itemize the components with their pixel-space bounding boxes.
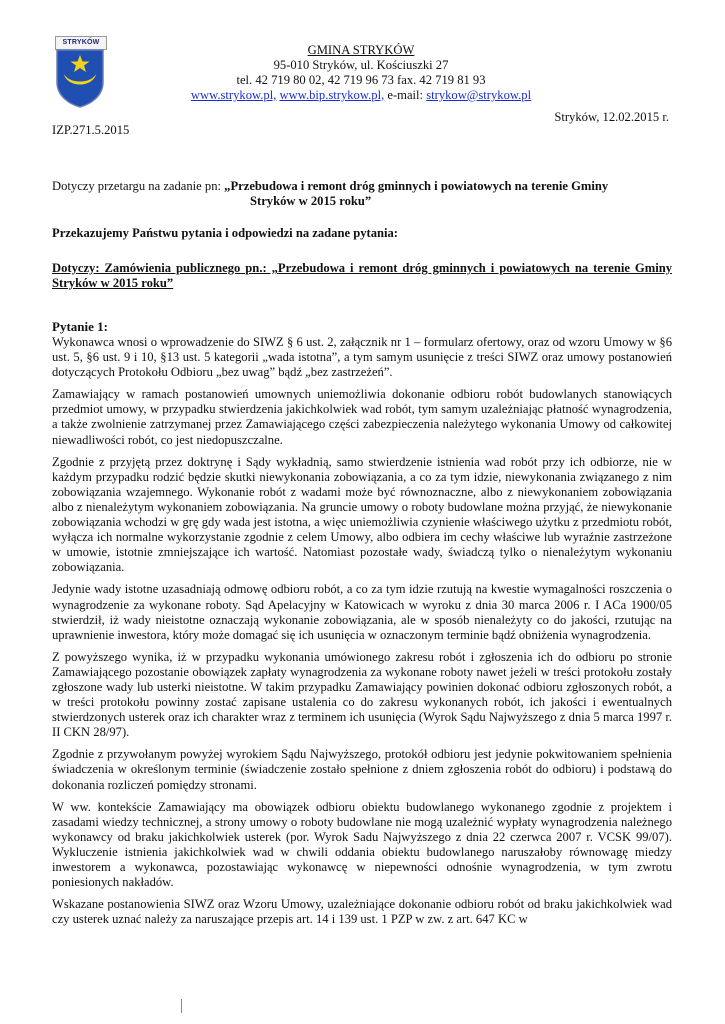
coat-of-arms	[49, 36, 111, 108]
bip-website-link[interactable]: www.bip.strykow.pl,	[279, 88, 385, 102]
paragraph: Wykonawca wnosi o wprowadzenie do SIWZ § 6 ust. 2, załącznik nr 1 – formularz ofertowy, oraz od wzoru Umowy w §6 ust. 5, §6 ust. 9 i 10, §13 ust. 5 kategorii „wada istotna”, a tym samym usunięcie z treści SIWZ oraz umowy postanowień dotyczących Protokołu Odbioru „bez uwag” bądź „bez zastrzeżeń”.	[52, 335, 672, 380]
paragraph: Z powyższego wynika, iż w przypadku wykonania umówionego zakresu robót i zgłoszenia ich do odbioru po stronie Zamawiającego pozostanie obowiązek zapłaty wynagrodzenia za wykonane roboty nawet jeżeli w treści protokołu zostały zgłoszone wady lub usterki nieistotne. W takim przypadku Zamawiający powinien dokonać odbioru zgłoszonych robót, a w treści protokołu powinny zostać zapisane ustalenia co do zakresu wykonanych robót, ich jakości i ewentualnych stwierdzonych usterek oraz ich charakter wraz z terminem ich usunięcia (Wyrok Sądu Najwyższego z dnia 5 marca 1997 r. II CKN 28/97).	[52, 649, 672, 740]
tender-subject-lead: Dotyczy przetargu na zadanie pn:	[52, 179, 222, 193]
organization-name: GMINA STRYKÓW	[307, 43, 415, 57]
tender-subject	[52, 179, 672, 209]
paragraph: Jedynie wady istotne uzasadniają odmowę odbioru robót, a co za tym idzie rzutują na kwestie wymagalności roszczenia o wynagrodzenie za wykonane roboty. Sąd Apelacyjny w Katowicach w wyroku z dnia 30 marca 2006 r. I ACa 1900/05 stwierdził, iż wady nieistotne oznaczają wykonanie zobowiązania, ale w sposób nienależyty co do jakości, rzutując na uprawnienie inwestora, który może domagać się ich usunięcia w oznaczonym terminie bądź obniżenia wynagrodzenia.	[52, 582, 672, 642]
tender-title-line-2: Stryków w 2015 roku”	[250, 194, 372, 208]
website-link[interactable]: www.strykow.pl,	[190, 88, 277, 102]
organization-phones: tel. 42 719 80 02, 42 719 96 73 fax. 42 719 81 93	[236, 73, 486, 87]
document-reference: IZP.271.5.2015	[52, 123, 130, 137]
tender-title-line-1: „Przebudowa i remont dróg gminnych i powiatowych na terenie Gminy	[224, 179, 609, 193]
paragraph: Zamawiający w ramach postanowień umownych uniemożliwia dokonanie odbioru robót budowlanych stanowiących przedmiot umowy, w przypadku stwierdzenia jakichkolwiek wad robót, tym samym uzależniając płatność wynagrodzenia, a także zwolnienie zatrzymanej przez Zamawiającego części zabezpieczenia należytego wykonania Umowy od całkowitej niewadliwości robót, co jest niedopuszczalne.	[52, 387, 672, 447]
paragraph: Zgodnie z przyjętą przez doktrynę i Sądy wykładnią, samo stwierdzenie istnienia wad robót przy ich odbiorze, nie w każdym przypadku rodzić będzie skutki niewykonania zobowiązania, a co za tym idzie, niewykonania związanego z nim zobowiązania wzajemnego. Wykonanie robót z wadami może być równoznaczne, albo z niewykonaniem zobowiązania albo z nienależytym wykonaniem zobowiązania. Na gruncie umowy o roboty budowlane można przyjąć, że niewykonanie zobowiązania wchodzi w grę gdy wada jest istotna, a więc uniemożliwia czynienie właściwego użytku z przedmiotu robót, wyłącza ich normalne wykorzystanie zgodnie z celem Umowy, albo odbiera im cechy właściwe lub wyraźnie zastrzeżone w umowie, istotnie zmniejszające ich wartość. Natomiast pozostałe wady, świadczą tylko o nienależytym wykonaniu zobowiązania.	[52, 454, 672, 575]
organization-address: 95-010 Stryków, ul. Kościuszki 27	[273, 58, 449, 72]
letterhead	[130, 43, 592, 103]
crest-label: STRYKÓW	[55, 36, 107, 50]
question-body	[52, 335, 672, 934]
document-date: Stryków, 12.02.2015 r.	[554, 110, 669, 124]
organization-contacts	[130, 88, 592, 103]
intro-heading: Przekazujemy Państwu pytania i odpowiedzi na zadane pytania:	[52, 226, 398, 240]
email-label: e-mail:	[387, 88, 424, 102]
order-subject: Dotyczy: Zamówienia publicznego pn.: „Przebudowa i remont dróg gminnych i powiatowych na terenie Gminy Stryków w 2015 roku”	[52, 261, 672, 290]
footer-divider	[181, 999, 182, 1013]
paragraph: W ww. kontekście Zamawiający ma obowiązek odbioru obiektu budowlanego wykonanego zgodnie z projektem i zasadami wiedzy technicznej, a strony umowy o roboty budowlane nie mogą uzależnić wypłaty wynagrodzenia należnego wykonawcy od braku jakichkolwiek usterek (por. Wyrok Sadu Najwyższego z dnia 22 czerwca 2007 r. VCSK 99/07). Wykluczenie istnienia jakichkolwiek wad w chwili oddania obiektu budowlanego naruszałoby równowagę miedzy inwestorem a wykonawca, pozostawiając wykonawcę w niepewności odnośnie wynagrodzenia, w tym zwrotu poniesionych nakładów.	[52, 799, 672, 890]
coat-of-arms-icon	[55, 48, 105, 108]
paragraph: Wskazane postanowienia SIWZ oraz Wzoru Umowy, uzależniające dokonanie odbioru robót od braku jakichkolwiek wad czy usterek uznać należy za naruszające przepis art. 14 i 139 ust. 1 PZP w zw. z art. 647 KC w	[52, 897, 672, 927]
email-link[interactable]: strykow@strykow.pl	[426, 88, 532, 102]
question-label: Pytanie 1:	[52, 319, 108, 334]
paragraph: Zgodnie z przywołanym powyżej wyrokiem Sądu Najwyższego, protokół odbioru jest jedynie pokwitowaniem spełnienia świadczenia w określonym terminie (świadczenie zostało spełnione z dniem zgłoszenia robót do odbioru) i podstawą do dokonania rozliczeń pomiędzy stronami.	[52, 747, 672, 792]
